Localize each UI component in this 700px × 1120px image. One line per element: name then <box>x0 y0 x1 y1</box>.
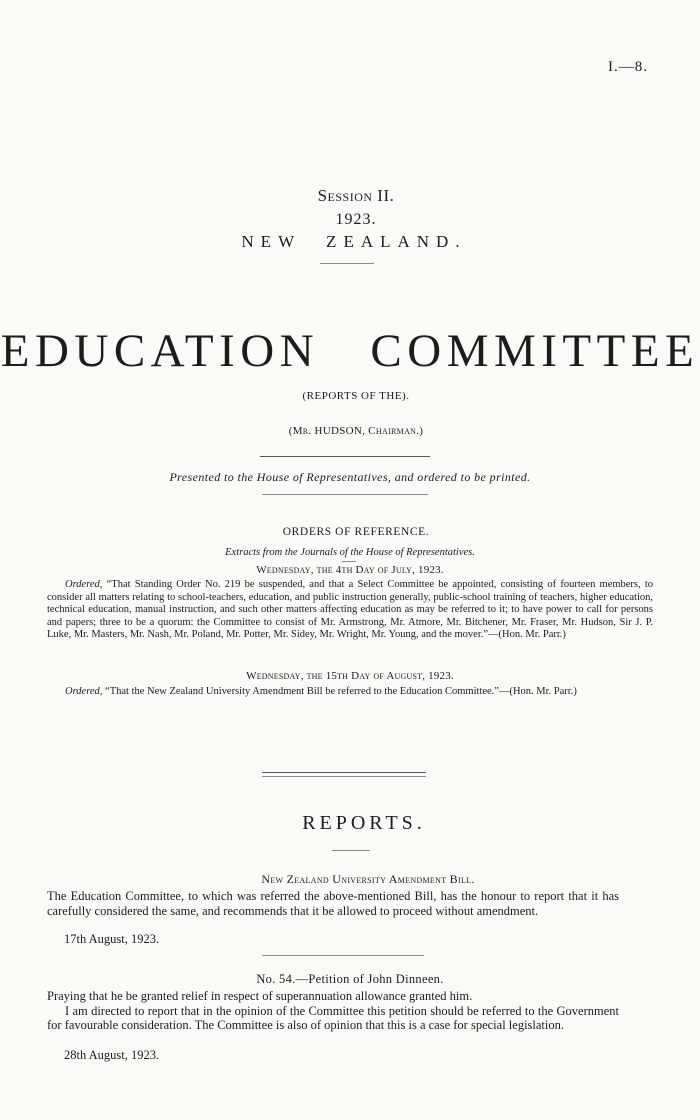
year-label: 1923. <box>335 211 377 228</box>
chairman-label: (Mr. HUDSON, Chairman.) <box>288 425 424 437</box>
petition-praying: Praying that he be granted relief in respect of superannuation allowance granted him. <box>47 989 473 1003</box>
divider-before-reports-b <box>262 776 426 777</box>
ordered-text-2: “That the New Zealand University Amendment Bill be referred to the Education Committee.”—(Hon. Mr. Parr.) <box>105 686 577 697</box>
orders-heading: ORDERS OF REFERENCE. <box>282 526 430 538</box>
ordered-label-2: Ordered, <box>65 686 103 697</box>
divider-reports-short <box>332 850 370 851</box>
ordered-paragraph-2 <box>47 686 653 699</box>
presented-line: Presented to the House of Representatives, and ordered to be printed. <box>169 470 531 484</box>
orders-date-1: Wednesday, the 4th Day of July, 1923. <box>256 564 444 576</box>
orders-date-2: Wednesday, the 15th Day of August, 1923. <box>246 670 454 682</box>
petition-date: 28th August, 1923. <box>64 1048 160 1062</box>
petition-heading: No. 54.—Petition of John Dinneen. <box>256 972 444 986</box>
petition-report-text: I am directed to report that in the opinion of the Committee this petition should be referred to the Government for favourable consideration. The Committee is also of opinion that this is a case for special legislation. <box>47 1003 619 1033</box>
bill-heading: New Zealand University Amendment Bill. <box>261 872 475 886</box>
orders-extracts: Extracts from the Journals of the House of Representatives. <box>225 547 475 558</box>
session-label: Session II. <box>317 186 395 205</box>
ordered-paragraph-1 <box>47 579 653 642</box>
divider-before-reports-a <box>262 772 426 773</box>
divider-tiny <box>342 561 356 562</box>
country-label: NEW ZEALAND. <box>241 232 467 251</box>
bill-report-date: 17th August, 1923. <box>64 932 160 946</box>
page-reference: I.—8. <box>608 59 648 75</box>
bill-report-text: The Education Committee, to which was referred the above-mentioned Bill, has the honour to report that it has carefully considered the same, and recommends that it be allowed to proceed without amendment. <box>47 889 619 918</box>
document-title: EDUCATION COMMITTEE <box>0 325 700 377</box>
divider-between-reports <box>262 955 424 956</box>
divider-after-presented <box>262 494 428 495</box>
document-subtitle: (REPORTS OF THE). <box>302 390 410 402</box>
ordered-label-1: Ordered, <box>65 579 103 590</box>
bill-report-paragraph <box>47 889 619 918</box>
ordered-text-1: “That Standing Order No. 219 be suspended, and that a Select Committee be appointed, consisting of fourteen members, to consider all matters relating to school-teachers, education, and public instruction generally, public-school training of teachers, higher education, technical education, manual instruction, and such other matters affecting education as may be referred to it; to have power to call for persons and papers; three to be a quorum: the Committee to consist of Mr. Armstrong, Mr. Atmore, Mr. Bitchener, Mr. Fraser, Mr. Hudson, Sir J. P. Luke, Mr. Masters, Mr. Nash, Mr. Poland, Mr. Potter, Mr. Sidey, Mr. Wright, Mr. Young, and the mover.”—(Hon. Mr. Parr.) <box>47 579 654 641</box>
petition-paragraph <box>47 989 619 1033</box>
divider-short <box>320 263 374 264</box>
divider-presented <box>260 456 430 457</box>
reports-heading: REPORTS. <box>302 812 426 834</box>
